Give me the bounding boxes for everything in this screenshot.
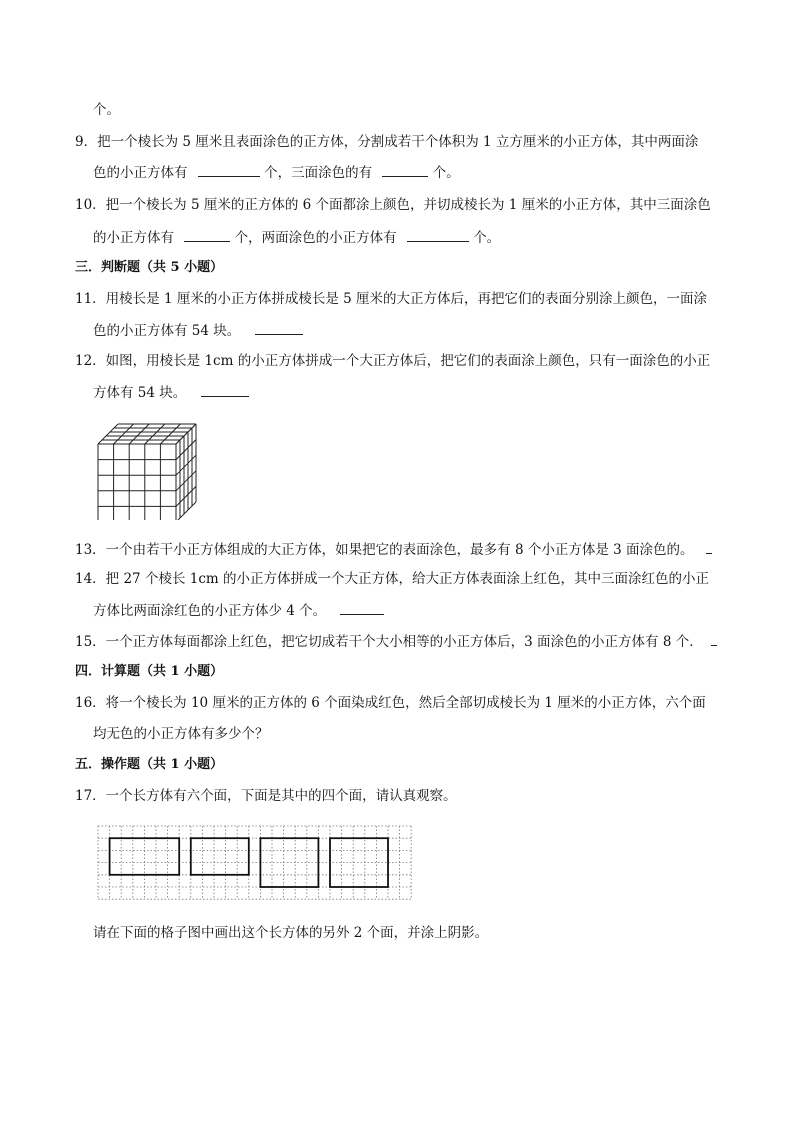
q13-blank[interactable] [706, 540, 712, 554]
q14-line2 [93, 601, 384, 620]
q13-text: 13．一个由若干小正方体组成的大正方体，如果把它的表面涂色，最多有 8 个小正方体是 3 面涂色的。 [75, 542, 694, 558]
section-3-heading: 三．判断题（共 5 小题） [75, 260, 224, 275]
q12-text: 方体有 54 块。 [93, 385, 187, 401]
cube-side-depth-line [176, 455, 196, 475]
q9-blank-2[interactable] [382, 163, 428, 177]
q14-text: 方体比两面涂红色的小正方体少 4 个。 [93, 603, 327, 619]
face-rect-3 [260, 838, 318, 887]
cube-side-depth-line [176, 486, 196, 506]
q17-line1: 17．一个长方体有六个面，下面是其中的四个面，请认真观察。 [75, 788, 457, 804]
q12-line2 [93, 383, 249, 402]
q9-line1: 9．把一个棱长为 5 厘米且表面涂色的正方体，分割成若干个体积为 1 立方厘米的小正方体，其中两面涂 [75, 134, 699, 150]
q14-blank[interactable] [340, 601, 384, 615]
q9-text-a: 色的小正方体有 [93, 165, 188, 181]
q15-line [75, 632, 717, 651]
q17-instruction: 请在下面的格子图中画出这个长方体的另外 2 个面，并涂上阴影。 [93, 925, 489, 941]
q11-blank[interactable] [255, 321, 303, 335]
q9-blank-1[interactable] [198, 163, 260, 177]
q14-line1: 14．把 27 个棱长 1cm 的小正方体拼成一个大正方体，给大正方体表面涂上红色，其中三面涂红色的小正 [75, 571, 709, 587]
cube-figure [94, 418, 206, 520]
section-4-heading: 四．计算题（共 1 小题） [75, 664, 224, 679]
cube-top-depth-line [145, 424, 165, 444]
q12-line1: 12．如图，用棱长是 1cm 的小正方体拼成一个大正方体后，把它们的表面涂上颜色，只有一面涂色的小正 [75, 353, 711, 369]
cube-top-depth-line [129, 424, 149, 444]
cube-side-depth-line [176, 502, 196, 520]
q10-text-b: 个，两面涂色的小正方体有 [234, 230, 397, 246]
q16-line2: 均无色的小正方体有多少个？ [93, 726, 269, 742]
cube-top-depth-line [160, 424, 180, 444]
section-5-heading: 五．操作题（共 1 小题） [75, 757, 224, 772]
q11-text: 色的小正方体有 54 块。 [93, 323, 241, 339]
cube-side-depth-line [176, 440, 196, 460]
q10-line1: 10．把一个棱长为 5 厘米的正方体的 6 个面都涂上颜色，并切成棱长为 1 厘米的小正方体，其中三面涂色 [75, 197, 711, 213]
q12-blank[interactable] [201, 383, 249, 397]
cube-top-depth-line [114, 424, 134, 444]
grid-figure [96, 822, 414, 904]
q13-line [75, 540, 712, 559]
q15-blank[interactable] [711, 632, 717, 646]
q15-text: 15．一个正方体每面都涂上红色，把它切成若干个大小相等的小正方体后，3 面涂色的小正方体有 8 个． [75, 634, 703, 650]
q10-text-c: 个。 [473, 230, 501, 246]
face-rect-2 [191, 838, 249, 875]
q11-line1: 11．用棱长是 1 厘米的小正方体拼成棱长是 5 厘米的大正方体后，再把它们的表面分别涂上颜色，一面涂 [75, 291, 708, 307]
q9-text-b: 个，三面涂色的有 [264, 165, 373, 181]
cube-side-depth-line [176, 424, 196, 444]
q10-line2 [93, 228, 500, 247]
q10-text-a: 的小正方体有 [93, 230, 174, 246]
q16-line1: 16．将一个棱长为 10 厘米的正方体的 6 个面染成红色，然后全部切成棱长为 1 厘米的小正方体，六个面 [75, 695, 706, 711]
cube-top-depth-line [98, 424, 118, 444]
q10-blank-1[interactable] [184, 228, 230, 242]
q8-tail: 个。 [93, 102, 120, 118]
q9-text-c: 个。 [432, 165, 460, 181]
q11-line2 [93, 321, 303, 340]
cube-side-depth-line [176, 471, 196, 491]
q10-blank-2[interactable] [407, 228, 469, 242]
q9-line2 [93, 163, 460, 182]
